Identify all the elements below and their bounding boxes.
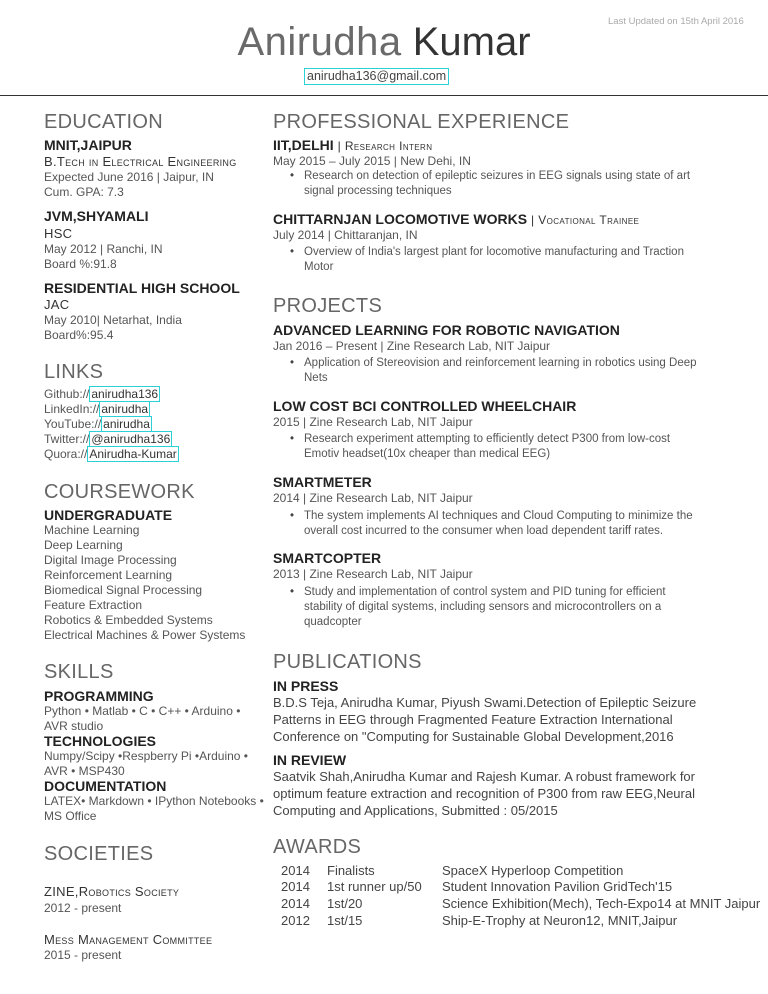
edu-detail: May 2012 | Ranchi, IN <box>44 242 163 256</box>
edu-degree: B.Tech in Electrical Engineering <box>44 154 237 169</box>
skill-list: AVR studio <box>44 719 104 733</box>
project-title: ADVANCED LEARNING FOR ROBOTIC NAVIGATION <box>273 322 620 338</box>
last-name: Kumar <box>412 20 531 64</box>
edu-school: MNIT,JAIPUR <box>44 137 132 153</box>
bullet-item: • Research experiment attempting to efficiently detect P300 from low-cost Emotiv headset(10x cheaper than medical EEG) <box>304 432 670 462</box>
edu-school: JVM,SHYAMALI <box>44 208 149 224</box>
job-role: | Vocational Trainee <box>530 213 640 227</box>
skill-list: AVR • MSP430 <box>44 764 125 778</box>
edu-degree: JAC <box>44 297 70 312</box>
link-label: Quora:// <box>44 447 88 461</box>
linkedin-link[interactable]: anirudha <box>101 402 149 416</box>
course-item: Deep Learning <box>44 538 123 552</box>
job-meta: May 2015 – July 2015 | New Dehi, IN <box>273 154 471 168</box>
edu-school: RESIDENTIAL HIGH SCHOOL <box>44 280 240 296</box>
publication-entry: Saatvik Shah,Anirudha Kumar and Rajesh Kumar. A robust framework for optimum feature extraction and recognition of P300 from raw EEG,Neural Computing and Applications, Submitted : 05/2015 <box>273 769 695 818</box>
course-item: Feature Extraction <box>44 598 143 612</box>
project-title: SMARTCOPTER <box>273 550 382 566</box>
quora-link[interactable]: Anirudha-Kumar <box>89 447 177 461</box>
section-societies: SOCIETIES <box>44 843 154 865</box>
award-year: 2014 <box>281 879 310 894</box>
project-meta: 2014 | Zine Research Lab, NIT Jaipur <box>273 491 473 505</box>
publication-status: IN REVIEW <box>273 752 347 768</box>
link-linkedin <box>44 402 150 417</box>
skill-list: Python • Matlab • C • C++ • Arduino • <box>44 704 241 718</box>
edu-detail: Cum. GPA: 7.3 <box>44 185 124 199</box>
award-event: Student Innovation Pavilion GridTech'15 <box>442 879 673 894</box>
bullet-item: • Study and implementation of control system and PID tuning for efficient stability of digital systems, including sensors and microcontrollers on a quadcopter <box>304 585 666 630</box>
section-experience: PROFESSIONAL EXPERIENCE <box>273 111 570 133</box>
project-meta: 2013 | Zine Research Lab, NIT Jaipur <box>273 567 473 581</box>
section-skills: SKILLS <box>44 661 114 683</box>
job-title <box>273 137 432 153</box>
award-year: 2012 <box>281 913 310 928</box>
award-year: 2014 <box>281 863 310 878</box>
course-item: Reinforcement Learning <box>44 568 173 582</box>
twitter-link[interactable]: @anirudha136 <box>91 432 171 446</box>
first-name: Anirudha <box>237 20 402 64</box>
skill-heading: DOCUMENTATION <box>44 778 167 794</box>
skill-list: LATEX• Markdown • IPython Notebooks • <box>44 794 264 808</box>
course-item: Biomedical Signal Processing <box>44 583 203 597</box>
skill-heading: TECHNOLOGIES <box>44 733 157 749</box>
section-links: LINKS <box>44 361 104 383</box>
youtube-link[interactable]: anirudha <box>103 417 150 431</box>
project-title: LOW COST BCI CONTROLLED WHEELCHAIR <box>273 398 577 414</box>
award-place: 1st/15 <box>327 913 363 928</box>
section-awards: AWARDS <box>273 836 362 858</box>
publication-status: IN PRESS <box>273 678 339 694</box>
section-projects: PROJECTS <box>273 295 383 317</box>
bullet-item: • The system implements AI techniques and Cloud Computing to minimize the overall cost incurred to the consumer when load dependent tariff rates. <box>304 509 693 539</box>
society-name: ZINE,Robotics Society <box>44 884 180 899</box>
link-label: Github:// <box>44 387 90 401</box>
link-label: Twitter:// <box>44 432 90 446</box>
link-label: YouTube:// <box>44 417 102 431</box>
link-youtube <box>44 417 152 432</box>
society-name: Mess Management Committee <box>44 932 213 947</box>
publication-entry: B.D.S Teja, Anirudha Kumar, Piyush Swami.Detection of Epileptic Seizure Patterns in EEG through Fragmented Feature Extraction International Conference on "Computing for Sustainable Global Development,2016 <box>273 695 697 744</box>
edu-detail: May 2010| Netarhat, India <box>44 313 182 327</box>
edu-detail: Board %:91.8 <box>44 257 117 271</box>
email-link[interactable]: anirudha136@gmail.com <box>304 68 449 85</box>
course-item: Robotics & Embedded Systems <box>44 613 213 627</box>
award-place: 1st runner up/50 <box>327 879 422 894</box>
edu-detail: Expected June 2016 | Jaipur, IN <box>44 170 214 184</box>
job-org: CHITTARNJAN LOCOMOTIVE WORKS <box>273 211 528 227</box>
edu-detail: Board%:95.4 <box>44 328 114 342</box>
award-event: Ship-E-Trophy at Neuron12, MNIT,Jaipur <box>442 913 678 928</box>
course-item: Electrical Machines & Power Systems <box>44 628 246 642</box>
skill-list: Numpy/Scipy •Respberry Pi •Arduino • <box>44 749 249 763</box>
job-title <box>273 211 639 227</box>
society-period: 2012 - present <box>44 901 122 915</box>
link-github <box>44 387 160 402</box>
job-meta: July 2014 | Chittaranjan, IN <box>273 228 418 242</box>
link-twitter <box>44 432 172 447</box>
award-event: Science Exhibition(Mech), Tech-Expo14 at MNIT Jaipur <box>442 896 761 911</box>
job-org: IIT,DELHI <box>273 137 334 153</box>
award-place: Finalists <box>327 863 375 878</box>
coursework-heading: UNDERGRADUATE <box>44 507 173 523</box>
last-updated: Last Updated on 15th April 2016 <box>608 16 744 27</box>
skill-list: MS Office <box>44 809 97 823</box>
course-item: Digital Image Processing <box>44 553 177 567</box>
bullet-item: • Research on detection of epileptic seizures in EEG signals using state of art signal processing techniques <box>304 169 690 199</box>
section-publications: PUBLICATIONS <box>273 651 422 673</box>
project-meta: 2015 | Zine Research Lab, NIT Jaipur <box>273 415 473 429</box>
bullet-item: • Overview of India's largest plant for locomotive manufacturing and Traction Motor <box>304 245 684 275</box>
link-quora <box>44 447 179 462</box>
section-education: EDUCATION <box>44 111 163 133</box>
bullet-item: • Application of Stereovision and reinforcement learning in robotics using Deep Nets <box>304 356 697 386</box>
link-label: LinkedIn:// <box>44 402 100 416</box>
job-role: | Research Intern <box>337 139 433 153</box>
edu-degree: HSC <box>44 226 73 241</box>
project-title: SMARTMETER <box>273 474 372 490</box>
society-period: 2015 - present <box>44 948 122 962</box>
project-meta: Jan 2016 – Present | Zine Research Lab, NIT Jaipur <box>273 339 551 353</box>
course-item: Machine Learning <box>44 523 140 537</box>
github-link[interactable]: anirudha136 <box>91 387 159 401</box>
section-coursework: COURSEWORK <box>44 481 195 503</box>
skill-heading: PROGRAMMING <box>44 688 154 704</box>
header-divider <box>0 95 768 96</box>
award-event: SpaceX Hyperloop Competition <box>442 863 624 878</box>
award-year: 2014 <box>281 896 310 911</box>
award-place: 1st/20 <box>327 896 363 911</box>
